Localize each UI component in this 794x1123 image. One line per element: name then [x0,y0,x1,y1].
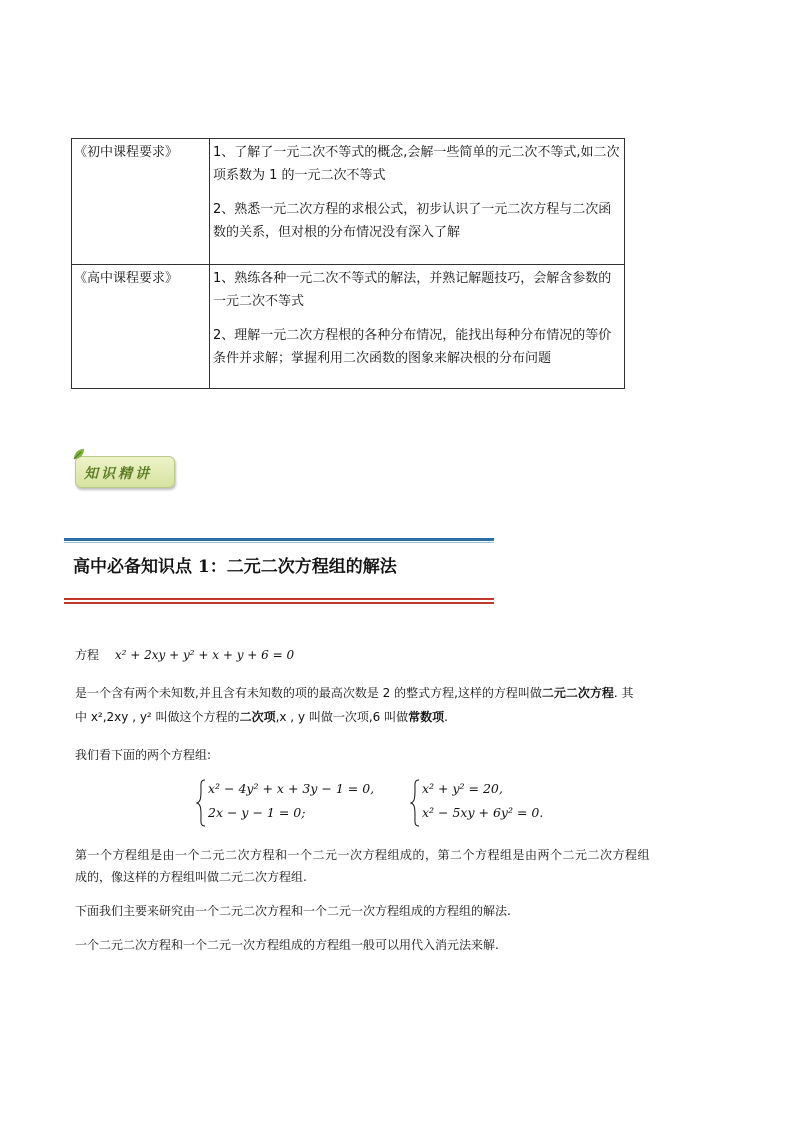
brace-icon [410,779,420,827]
system-equation: x² − 4y² + x + 3y − 1 = 0, [208,781,375,796]
text-span: . [444,710,448,724]
term-bold: 二次项 [239,710,276,724]
text-span: ,x , y 叫做一次项,6 叫做 [275,710,409,724]
system-equation: 2x − y − 1 = 0; [208,805,306,820]
requirement-item: 1、了解了一元二次不等式的概念,会解一些简单的元二次不等式,如二次项系数为 1 的一元二次不等式 [213,145,620,183]
table-row [72,265,625,389]
definition-paragraph-line2 [75,708,448,725]
paragraph-line: 成的，像这样的方程组叫做二元二次方程组. [75,870,307,884]
requirement-item: 2、熟悉一元二次方程的求根公式，初步认识了一元二次方程与二次函数的关系，但对根的分布情况没有深入了解 [213,202,612,240]
title-rule-bottom-2 [64,602,494,604]
leaf-icon [72,447,86,461]
row-content [210,139,625,265]
system-equation: x² + y² = 20, [422,781,503,796]
title-rule-bottom [64,598,494,600]
equation: x² + 2xy + y² + x + y + 6 = 0 [114,648,295,662]
text-span: 中 x²,2xy , y² 叫做这个方程的 [75,710,240,724]
equation-prefix: 方程 [75,648,100,662]
title-rule-top-thin [64,542,494,543]
term-bold: 二元二次方程 [541,686,614,700]
paragraph: 一个二元二次方程和一个二元一次方程组成的方程组一般可以用代入消元法来解. [75,938,499,952]
equation-line [75,646,294,663]
intro-text: 我们看下面的两个方程组: [75,748,212,762]
requirement-item: 1、熟练各种一元二次不等式的解法，并熟记解题技巧，会解含参数的一元二次不等式 [213,271,612,309]
brace-icon [196,779,206,827]
text-span: 是一个含有两个未知数,并且含有未知数的项的最高次数是 2 的整式方程,这样的方程叫做 [75,686,542,700]
term-bold: 常数项 [408,710,445,724]
title-rule-top [64,538,494,541]
text-span: . 其 [613,686,634,700]
paragraph: 下面我们主要来研究由一个二元二次方程和一个二元一次方程组成的方程组的解法. [75,904,511,918]
section-title: 高中必备知识点 1：二元二次方程组的解法 [73,557,397,577]
curriculum-requirements-table [71,138,625,389]
row-label: 《高中课程要求》 [72,265,210,389]
equation-system-2 [410,779,570,829]
definition-paragraph-line1 [75,684,634,701]
table-row [72,139,625,265]
system-equation: x² − 5xy + 6y² = 0. [422,805,544,820]
equation-system-1 [196,779,386,829]
row-label: 《初中课程要求》 [72,139,210,265]
requirement-item: 2、理解一元二次方程根的各种分布情况，能找出每种分布情况的等价条件并求解；掌握利用二次函数的图象来解决根的分布问题 [213,328,612,366]
paragraph-line: 第一个方程组是由一个二元二次方程和一个二元一次方程组成的，第二个方程组是由两个二元二次方程组 [75,848,651,862]
badge-label: 知识精讲 [84,466,152,482]
row-content [210,265,625,389]
knowledge-badge [75,456,175,488]
